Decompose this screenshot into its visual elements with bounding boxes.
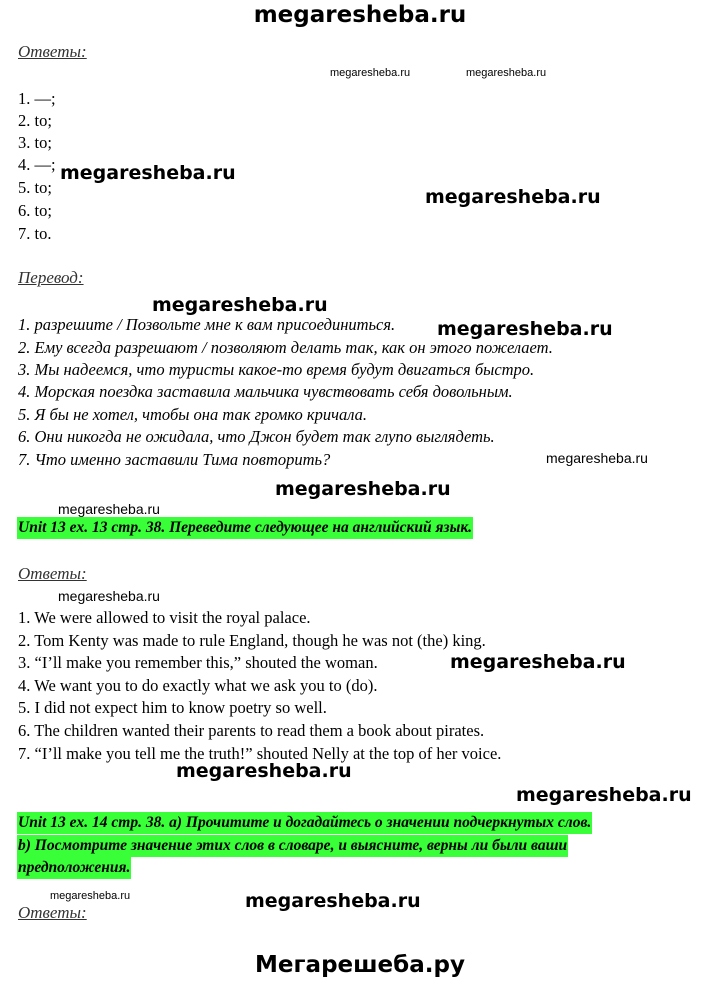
translation-line: 6. Они никогда не ожидала, что Джон будет так глупо выглядеть.	[18, 427, 495, 446]
watermark: megaresheba.ru	[330, 67, 411, 79]
answer-line: 3. “I’ll make you remember this,” shouted the woman.	[18, 653, 378, 672]
site-footer: Мегарешеба.ру	[255, 952, 465, 978]
answers-heading-2: Ответы:	[18, 564, 87, 583]
watermark: megaresheba.ru	[60, 162, 236, 184]
watermark: megaresheba.ru	[58, 501, 160, 517]
watermark: megaresheba.ru	[176, 760, 352, 782]
task-title-14-line3: предположения.	[17, 857, 131, 879]
answer-line: 2. to;	[18, 111, 52, 130]
answer-line: 5. to;	[18, 178, 52, 197]
translation-line: 7. Что именно заставили Тима повторить?	[18, 450, 331, 469]
task-title-14-line2: b) Посмотрите значение этих слов в словаре, и выясните, верны ли были ваши	[17, 835, 568, 857]
answer-line: 3. to;	[18, 133, 52, 152]
translation-line: 3. Мы надеемся, что туристы какое-то время будут двигаться быстро.	[18, 360, 535, 379]
translation-line: 4. Морская поездка заставила мальчика чувствовать себя довольным.	[18, 382, 513, 401]
answer-line: 5. I did not expect him to know poetry so well.	[18, 698, 327, 717]
answer-line: 1. We were allowed to visit the royal palace.	[18, 608, 311, 627]
answer-line: 4. —;	[18, 155, 56, 174]
watermark: megaresheba.ru	[245, 890, 421, 912]
watermark: megaresheba.ru	[58, 588, 160, 604]
answer-line: 7. “I’ll make you tell me the truth!” shouted Nelly at the top of her voice.	[18, 744, 502, 763]
watermark: megaresheba.ru	[437, 318, 613, 340]
answer-line: 6. The children wanted their parents to read them a book about pirates.	[18, 721, 485, 740]
answer-line: 6. to;	[18, 201, 52, 220]
answer-line: 7. to.	[18, 224, 52, 243]
watermark: megaresheba.ru	[425, 186, 601, 208]
watermark: megaresheba.ru	[450, 651, 626, 673]
task-title-14-line1: Unit 13 ex. 14 стр. 38. a) Прочитите и догадайтесь о значении подчеркнутых слов.	[17, 812, 592, 834]
translation-line: 2. Ему всегда разрешают / позволяют делать так, как он этого пожелает.	[18, 338, 553, 357]
watermark: megaresheba.ru	[50, 890, 131, 902]
watermark: megaresheba.ru	[546, 450, 648, 466]
watermark: megaresheba.ru	[152, 294, 328, 316]
task-title-13: Unit 13 ex. 13 стр. 38. Переведите следующее на английский язык.	[17, 517, 473, 539]
site-header: megaresheba.ru	[253, 2, 467, 28]
answers-heading-1: Ответы:	[18, 42, 87, 61]
translation-heading: Перевод:	[18, 268, 84, 287]
translation-line: 5. Я бы не хотел, чтобы она так громко кричала.	[18, 405, 367, 424]
translation-line: 1. разрешите / Позвольте мне к вам присоединиться.	[18, 315, 396, 334]
answer-line: 2. Tom Kenty was made to rule England, though he was not (the) king.	[18, 631, 486, 650]
answer-line: 4. We want you to do exactly what we ask you to (do).	[18, 676, 378, 695]
watermark: megaresheba.ru	[516, 784, 692, 806]
watermark: megaresheba.ru	[275, 478, 451, 500]
watermark: megaresheba.ru	[466, 67, 547, 79]
answer-line: 1. —;	[18, 89, 56, 108]
answers-heading-3: Ответы:	[18, 903, 87, 922]
